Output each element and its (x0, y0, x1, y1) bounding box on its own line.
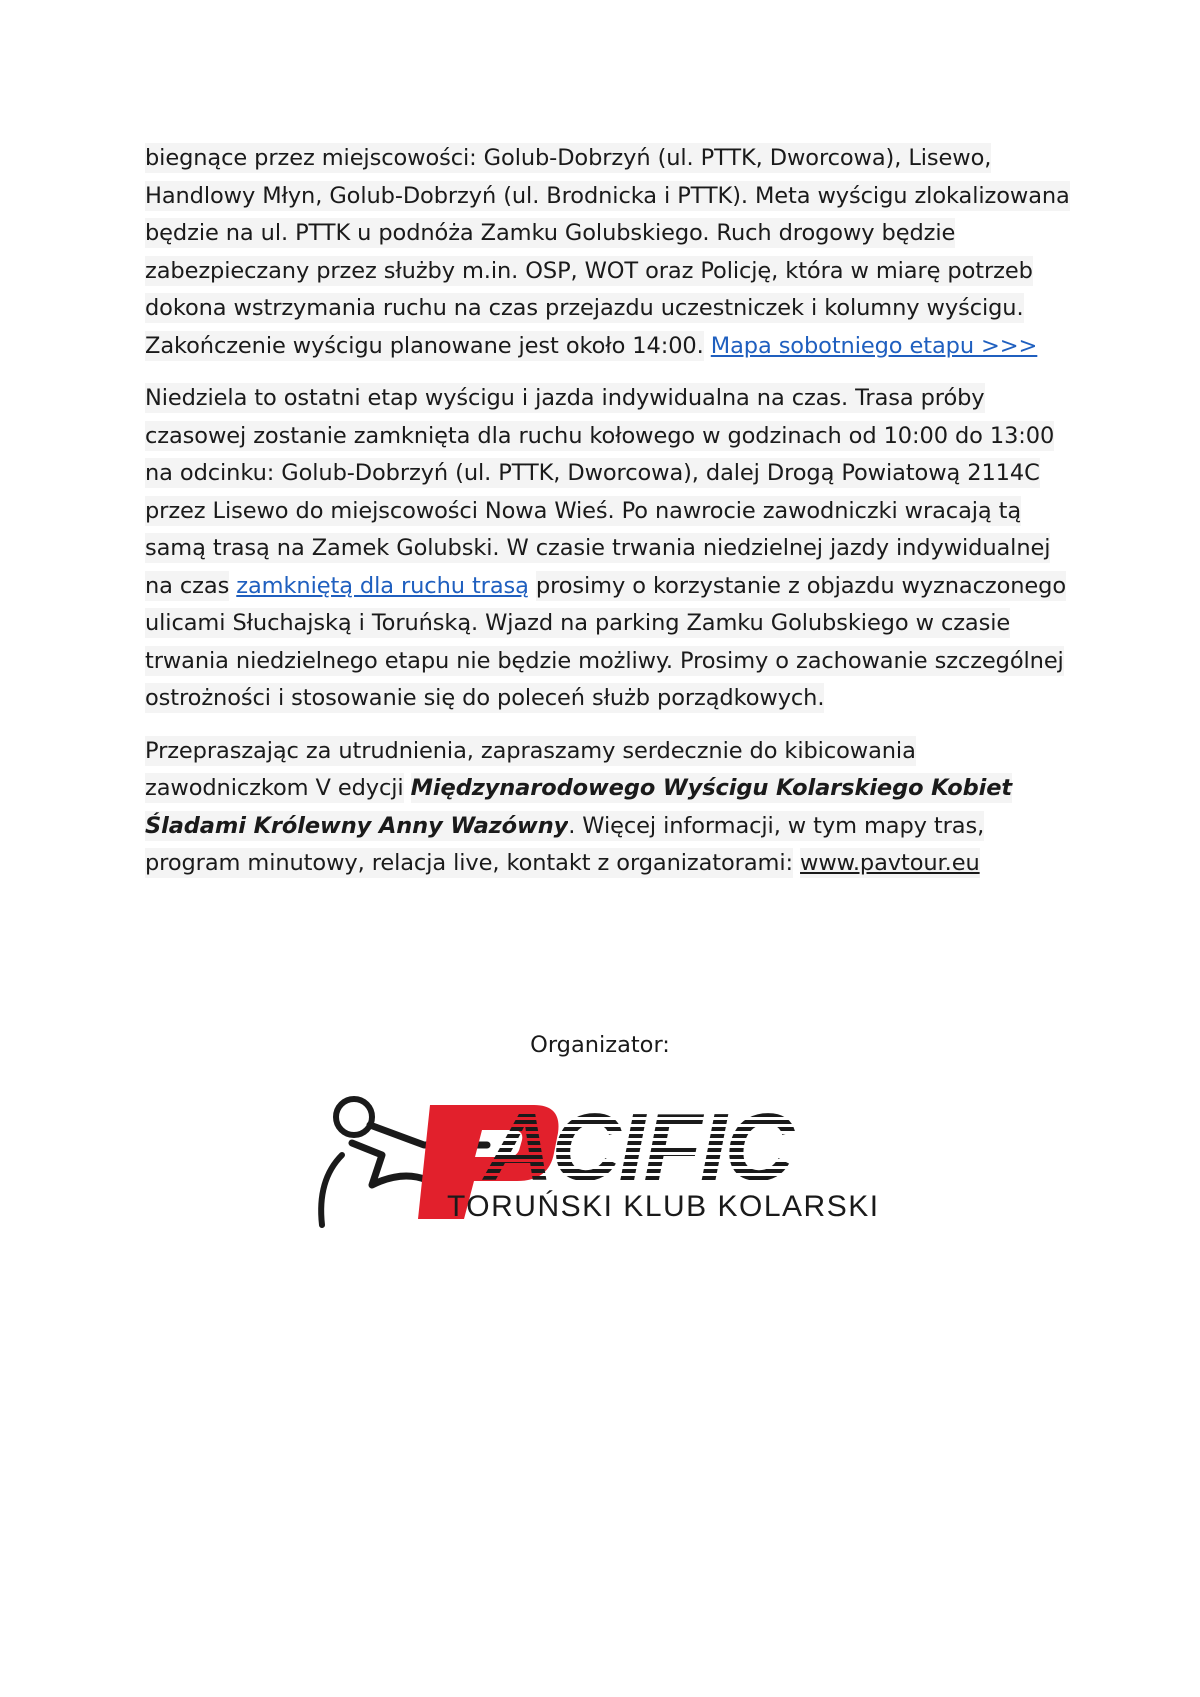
logo-word (312, 1235, 313, 1236)
paragraph-sunday-stage (145, 380, 1075, 718)
paragraph-saturday-stage (145, 140, 1075, 365)
paragraph-text: biegnące przez miejscowości: Golub-Dobrzyń (ul. PTTK, Dworcowa), Lisewo, Handlowy Młyn, Golub-Dobrzyń (ul. Brodnicka i PTTK). Meta wyścigu zlokalizowana będzie na ul. PTTK u podnóża Zamku Golubskiego. Ruch drogowy będzie zabezpieczany przez służby m.in. OSP, WOT oraz Policję, która w miarę potrzeb dokona wstrzymania ruchu na czas przejazdu uczestniczek i kolumny wyścigu. Zakończenie wyścigu planowane jest około 14:00. (145, 145, 1070, 359)
cyclist-wheel-icon (321, 1155, 342, 1225)
pacific-logo (312, 1085, 907, 1235)
paragraph-text: . Więcej informacji, w tym mapy tras, program minutowy, relacja live, kontakt z organizatorami: (145, 812, 985, 876)
closed-route-link[interactable]: zamkniętą dla ruchu trasą (236, 572, 529, 599)
cyclist-leg-icon (352, 1143, 427, 1185)
article-body (145, 140, 1075, 898)
pavtour-url-link[interactable]: www.pavtour.eu (800, 850, 980, 876)
paragraph-invitation (145, 733, 1075, 883)
paragraph-text: prosimy o korzystanie z objazdu wyznaczonego ulicami Słuchajską i Toruńską. Wjazd na parking Zamku Golubskiego w czasie trwania niedzielnego etapu nie będzie możliwy. Prosimy o zachowanie szczególnej ostrożności i stosowanie się do poleceń służb porządkowych. (145, 572, 1067, 711)
organizer-label: Organizator: (530, 1032, 670, 1058)
paragraph-text: Niedziela to ostatni etap wyścigu i jazda indywidualna na czas. Trasa próby czasowej zostanie zamknięta dla ruchu kołowego w godzinach od 10:00 do 13:00 na odcinku: Golub-Dobrzyń (ul. PTTK, Dworcowa), dalej Drogą Powiatową 2114C przez Lisewo do miejscowości Nowa Wieś. Po nawrocie zawodniczki wracają tą samą trasą na Zamek Golubski. W czasie trwania niedzielnej jazdy indywidualnej na czas (145, 385, 1055, 599)
race-name: Międzynarodowego Wyścigu Kolarskiego Kobiet Śladami Królewny Anny Wazówny (145, 775, 1013, 839)
paragraph-text: Przepraszając za utrudnienia, zapraszamy serdecznie do kibicowania zawodniczkom V edycji (145, 737, 916, 801)
saturday-stage-map-link[interactable]: Mapa sobotniego etapu >>> (710, 332, 1038, 359)
logo-subtitle: TORUŃSKI KLUB KOLARSKI (447, 1190, 880, 1223)
cyclist-head-icon (336, 1099, 372, 1135)
